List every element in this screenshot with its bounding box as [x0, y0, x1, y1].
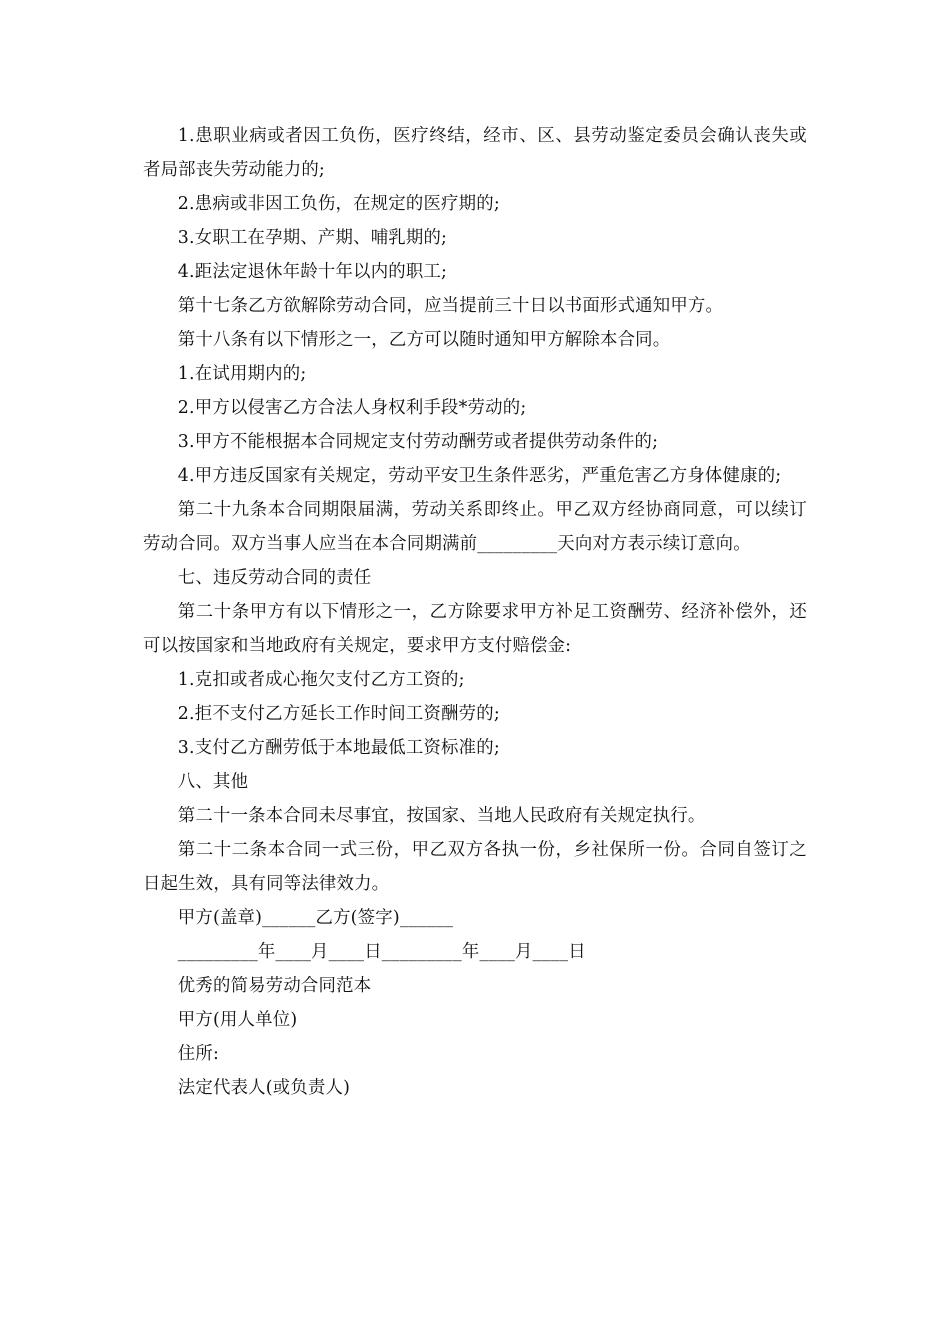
- article-20-item-3: 3.支付乙方酬劳低于本地最低工资标准的;: [177, 738, 500, 758]
- article-18-item-4: 4.甲方违反国家有关规定，劳动平安卫生条件恶劣，严重危害乙方身体健康的;: [177, 466, 782, 486]
- article-20: 第二十条甲方有以下情形之一，乙方除要求甲方补足工资酬劳、经济补偿外，还可以按国家和当地政府有关规定，要求甲方支付赔偿金:: [143, 602, 807, 656]
- clause-item-1-occupational-disease: 1.患职业病或者因工负伤，医疗终结，经市、区、县劳动鉴定委员会确认丧失或者局部丧失劳动能力的;: [143, 126, 807, 180]
- clause-item-2-medical-period: 2.患病或非因工负伤，在规定的医疗期的;: [177, 194, 500, 214]
- clause-item-3-pregnancy: 3.女职工在孕期、产期、哺乳期的;: [177, 228, 448, 248]
- article-18-item-1: 1.在试用期内的;: [177, 364, 307, 384]
- contract-body: [143, 119, 807, 1105]
- address-label: 住所:: [177, 1044, 220, 1064]
- article-21: 第二十一条本合同未尽事宜，按国家、当地人民政府有关规定执行。: [177, 806, 706, 826]
- article-20-item-1: 1.克扣或者成心拖欠支付乙方工资的;: [177, 670, 465, 690]
- article-22: 第二十二条本合同一式三份，甲乙双方各执一份，乡社保所一份。合同自签订之日起生效，具有同等法律效力。: [143, 840, 807, 894]
- article-18-item-2: 2.甲方以侵害乙方合法人身权利手段*劳动的;: [177, 398, 527, 418]
- article-17: 第十七条乙方欲解除劳动合同，应当提前三十日以书面形式通知甲方。: [177, 296, 724, 316]
- article-20-item-2: 2.拒不支付乙方延长工作时间工资酬劳的;: [177, 704, 500, 724]
- article-18-item-3: 3.甲方不能根据本合同规定支付劳动酬劳或者提供劳动条件的;: [177, 432, 659, 452]
- article-18: 第十八条有以下情形之一，乙方可以随时通知甲方解除本合同。: [177, 330, 671, 350]
- template-title: 优秀的简易劳动合同范本: [177, 976, 372, 996]
- article-29: 第二十九条本合同期限届满，劳动关系即终止。甲乙双方经协商同意，可以续订劳动合同。双方当事人应当在本合同期满前_________天向对方表示续订意向。: [143, 500, 807, 554]
- signature-line: 甲方(盖章)______乙方(签字)______: [177, 908, 454, 928]
- party-a-label: 甲方(用人单位): [177, 1010, 298, 1030]
- date-line: _________年____月____日_________年____月____日: [177, 942, 586, 962]
- clause-item-4-retirement: 4.距法定退休年龄十年以内的职工;: [177, 262, 448, 282]
- section-heading-8: 八、其他: [177, 772, 249, 792]
- legal-representative-label: 法定代表人(或负责人): [177, 1078, 351, 1098]
- section-heading-7: 七、违反劳动合同的责任: [177, 568, 372, 588]
